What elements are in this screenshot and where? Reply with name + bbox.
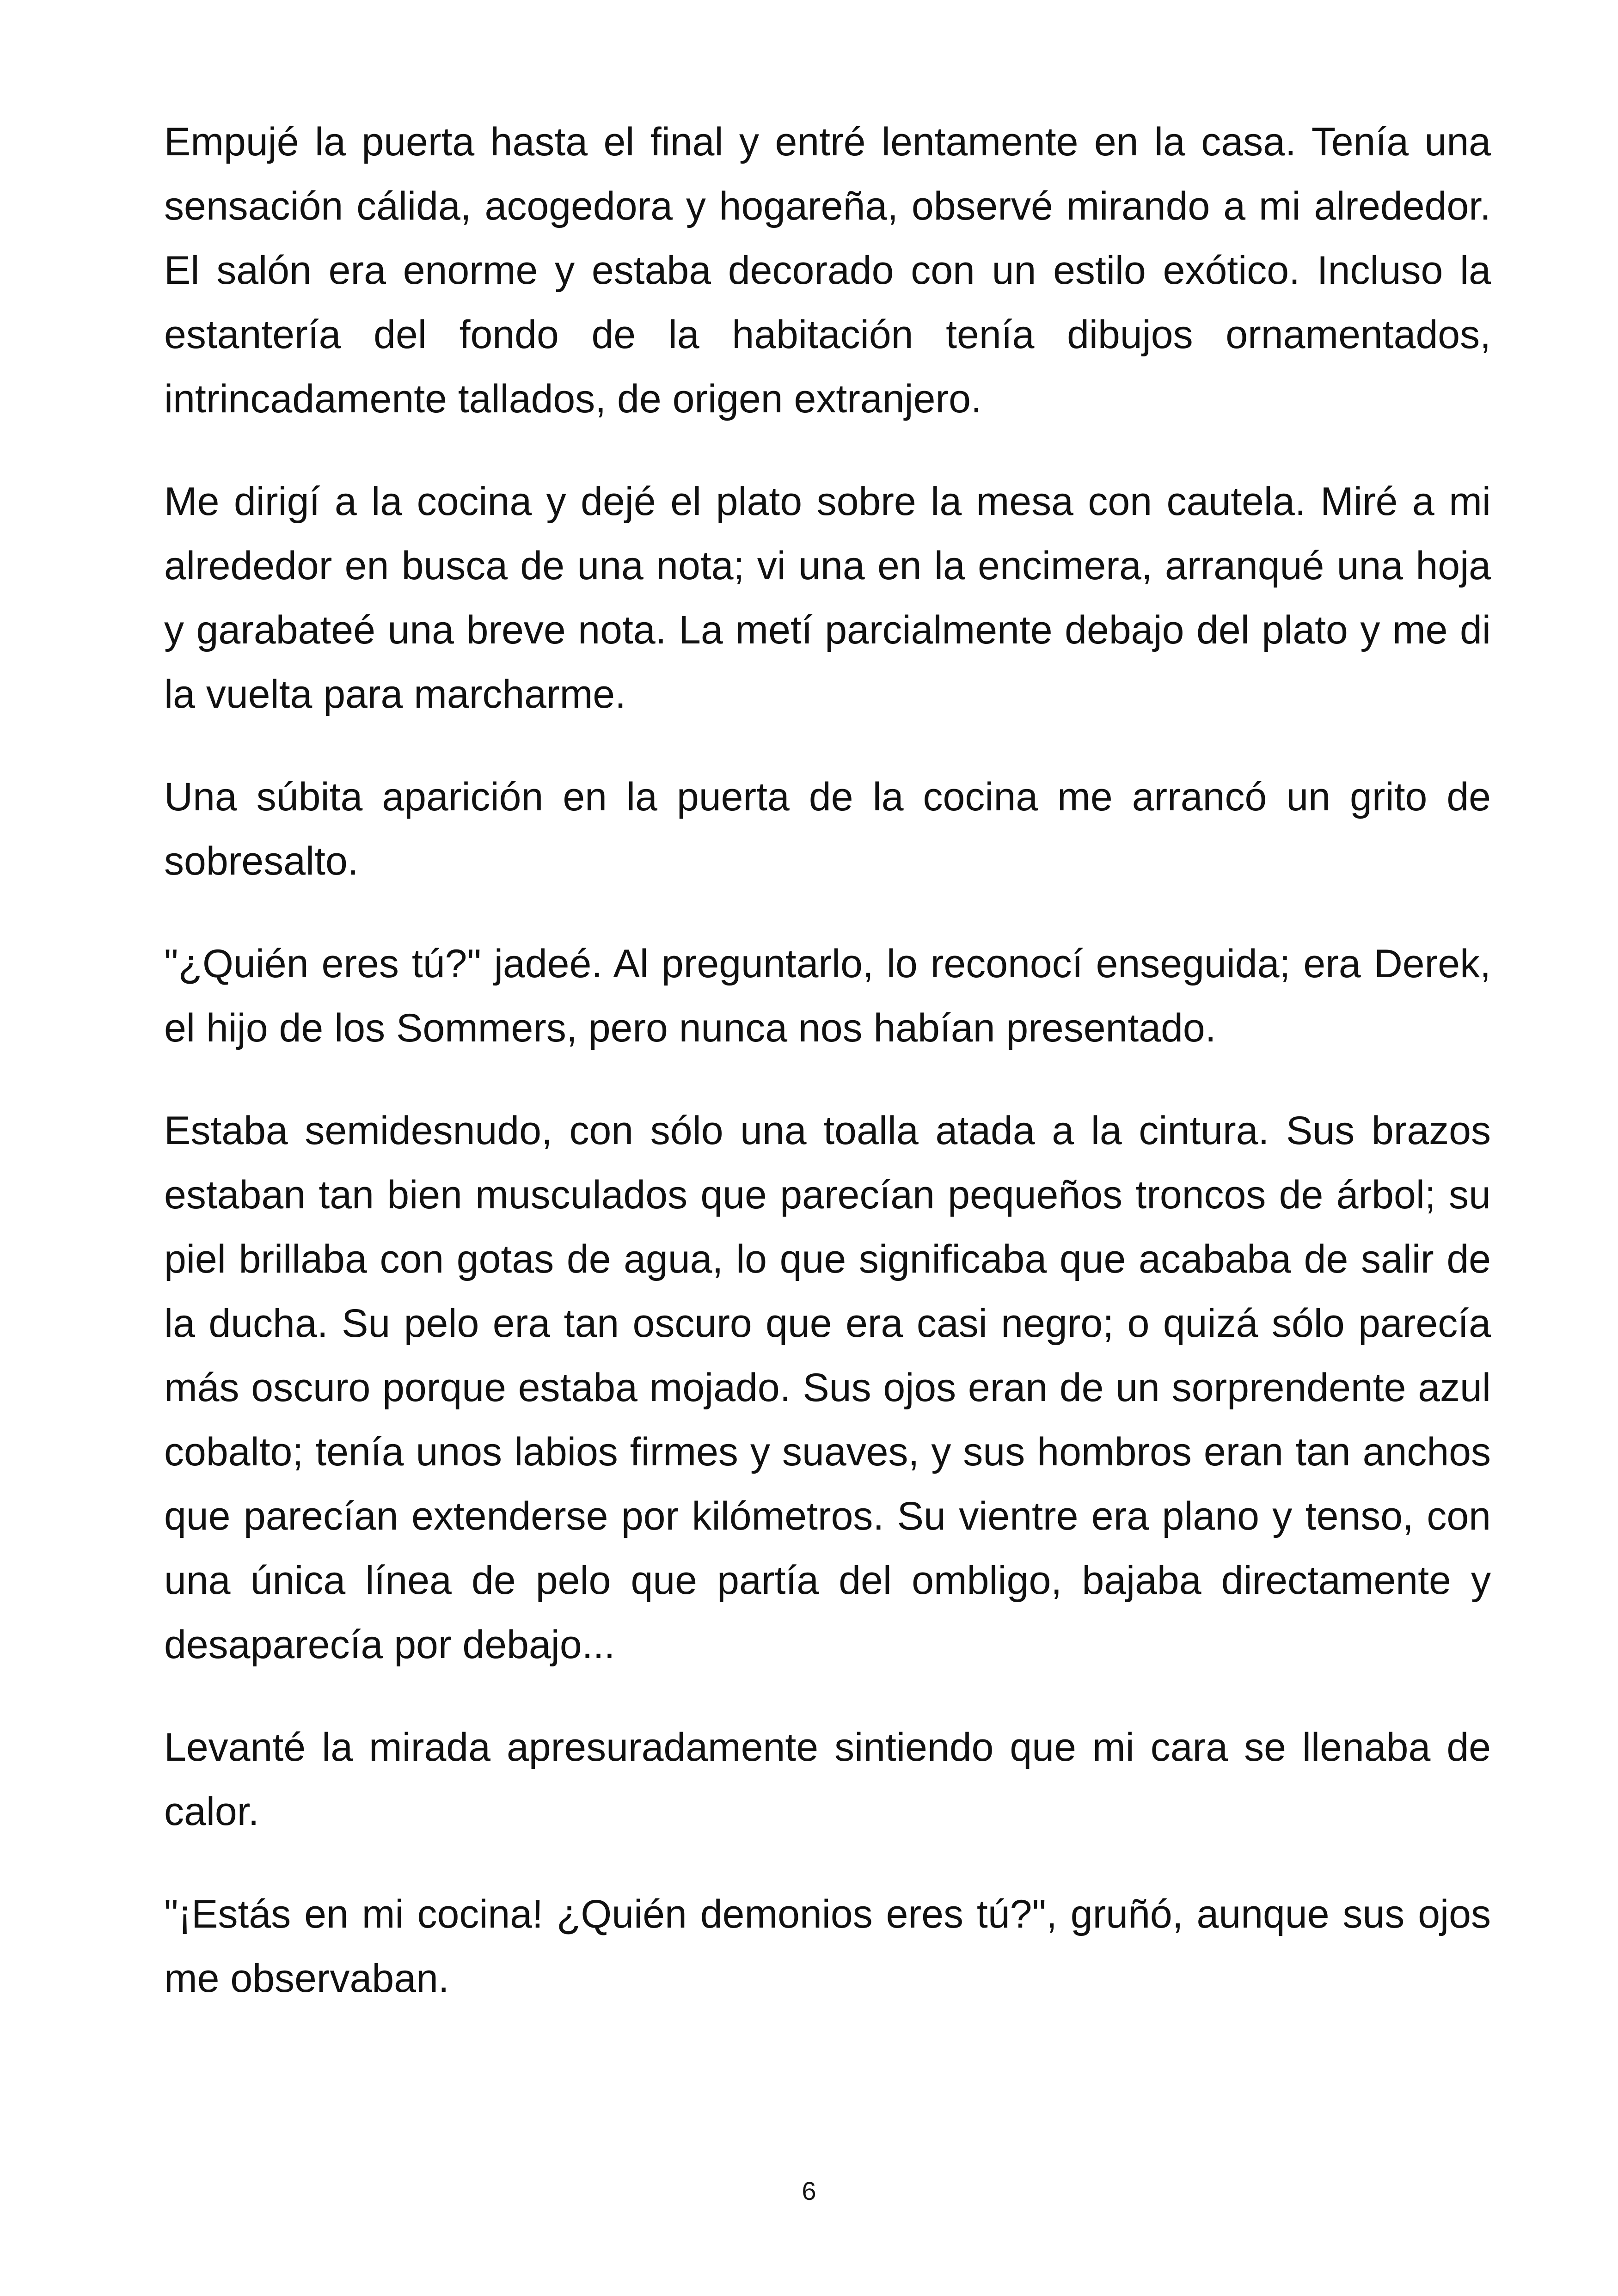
paragraph: Levanté la mirada apresuradamente sintiendo que mi cara se llenaba de calor. xyxy=(164,1725,1491,1834)
paragraph: Empujé la puerta hasta el final y entré lentamente en la casa. Tenía una sensación cálida, acogedora y hogareña, observé mirando a mi alrededor. El salón era enorme y estaba decorado con un estilo exótico. Incluso la estantería del fondo de la habitación tenía dibujos ornamentados, intrincadamente tallados, de origen extranjero. xyxy=(164,120,1491,421)
paragraph: "¿Quién eres tú?" jadeé. Al preguntarlo, lo reconocí enseguida; era Derek, el hijo de los Sommers, pero nunca nos habían presentado. xyxy=(164,942,1491,1050)
paragraph: Estaba semidesnudo, con sólo una toalla atada a la cintura. Sus brazos estaban tan bien musculados que parecían pequeños troncos de árbol; su piel brillaba con gotas de agua, lo que significaba que acababa de salir de la ducha. Su pelo era tan oscuro que era casi negro; o quizá sólo parecía más oscuro porque estaba mojado. Sus ojos eran de un sorprendente azul cobalto; tenía unos labios firmes y suaves, y sus hombros eran tan anchos que parecían extenderse por kilómetros. Su vientre era plano y tenso, con una única línea de pelo que partía del ombligo, bajaba directamente y desaparecía por debajo... xyxy=(164,1108,1491,1667)
paragraph: Una súbita aparición en la puerta de la cocina me arrancó un grito de sobresalto. xyxy=(164,775,1491,883)
page-body-text xyxy=(164,110,1491,2049)
paragraph: "¡Estás en mi cocina! ¿Quién demonios eres tú?", gruñó, aunque sus ojos me observaban. xyxy=(164,1892,1491,2001)
paragraph: Me dirigí a la cocina y dejé el plato sobre la mesa con cautela. Miré a mi alrededor en busca de una nota; vi una en la encimera, arranqué una hoja y garabateé una breve nota. La metí parcialmente debajo del plato y me di la vuelta para marcharme. xyxy=(164,479,1491,716)
page-number: 6 xyxy=(802,2176,816,2205)
